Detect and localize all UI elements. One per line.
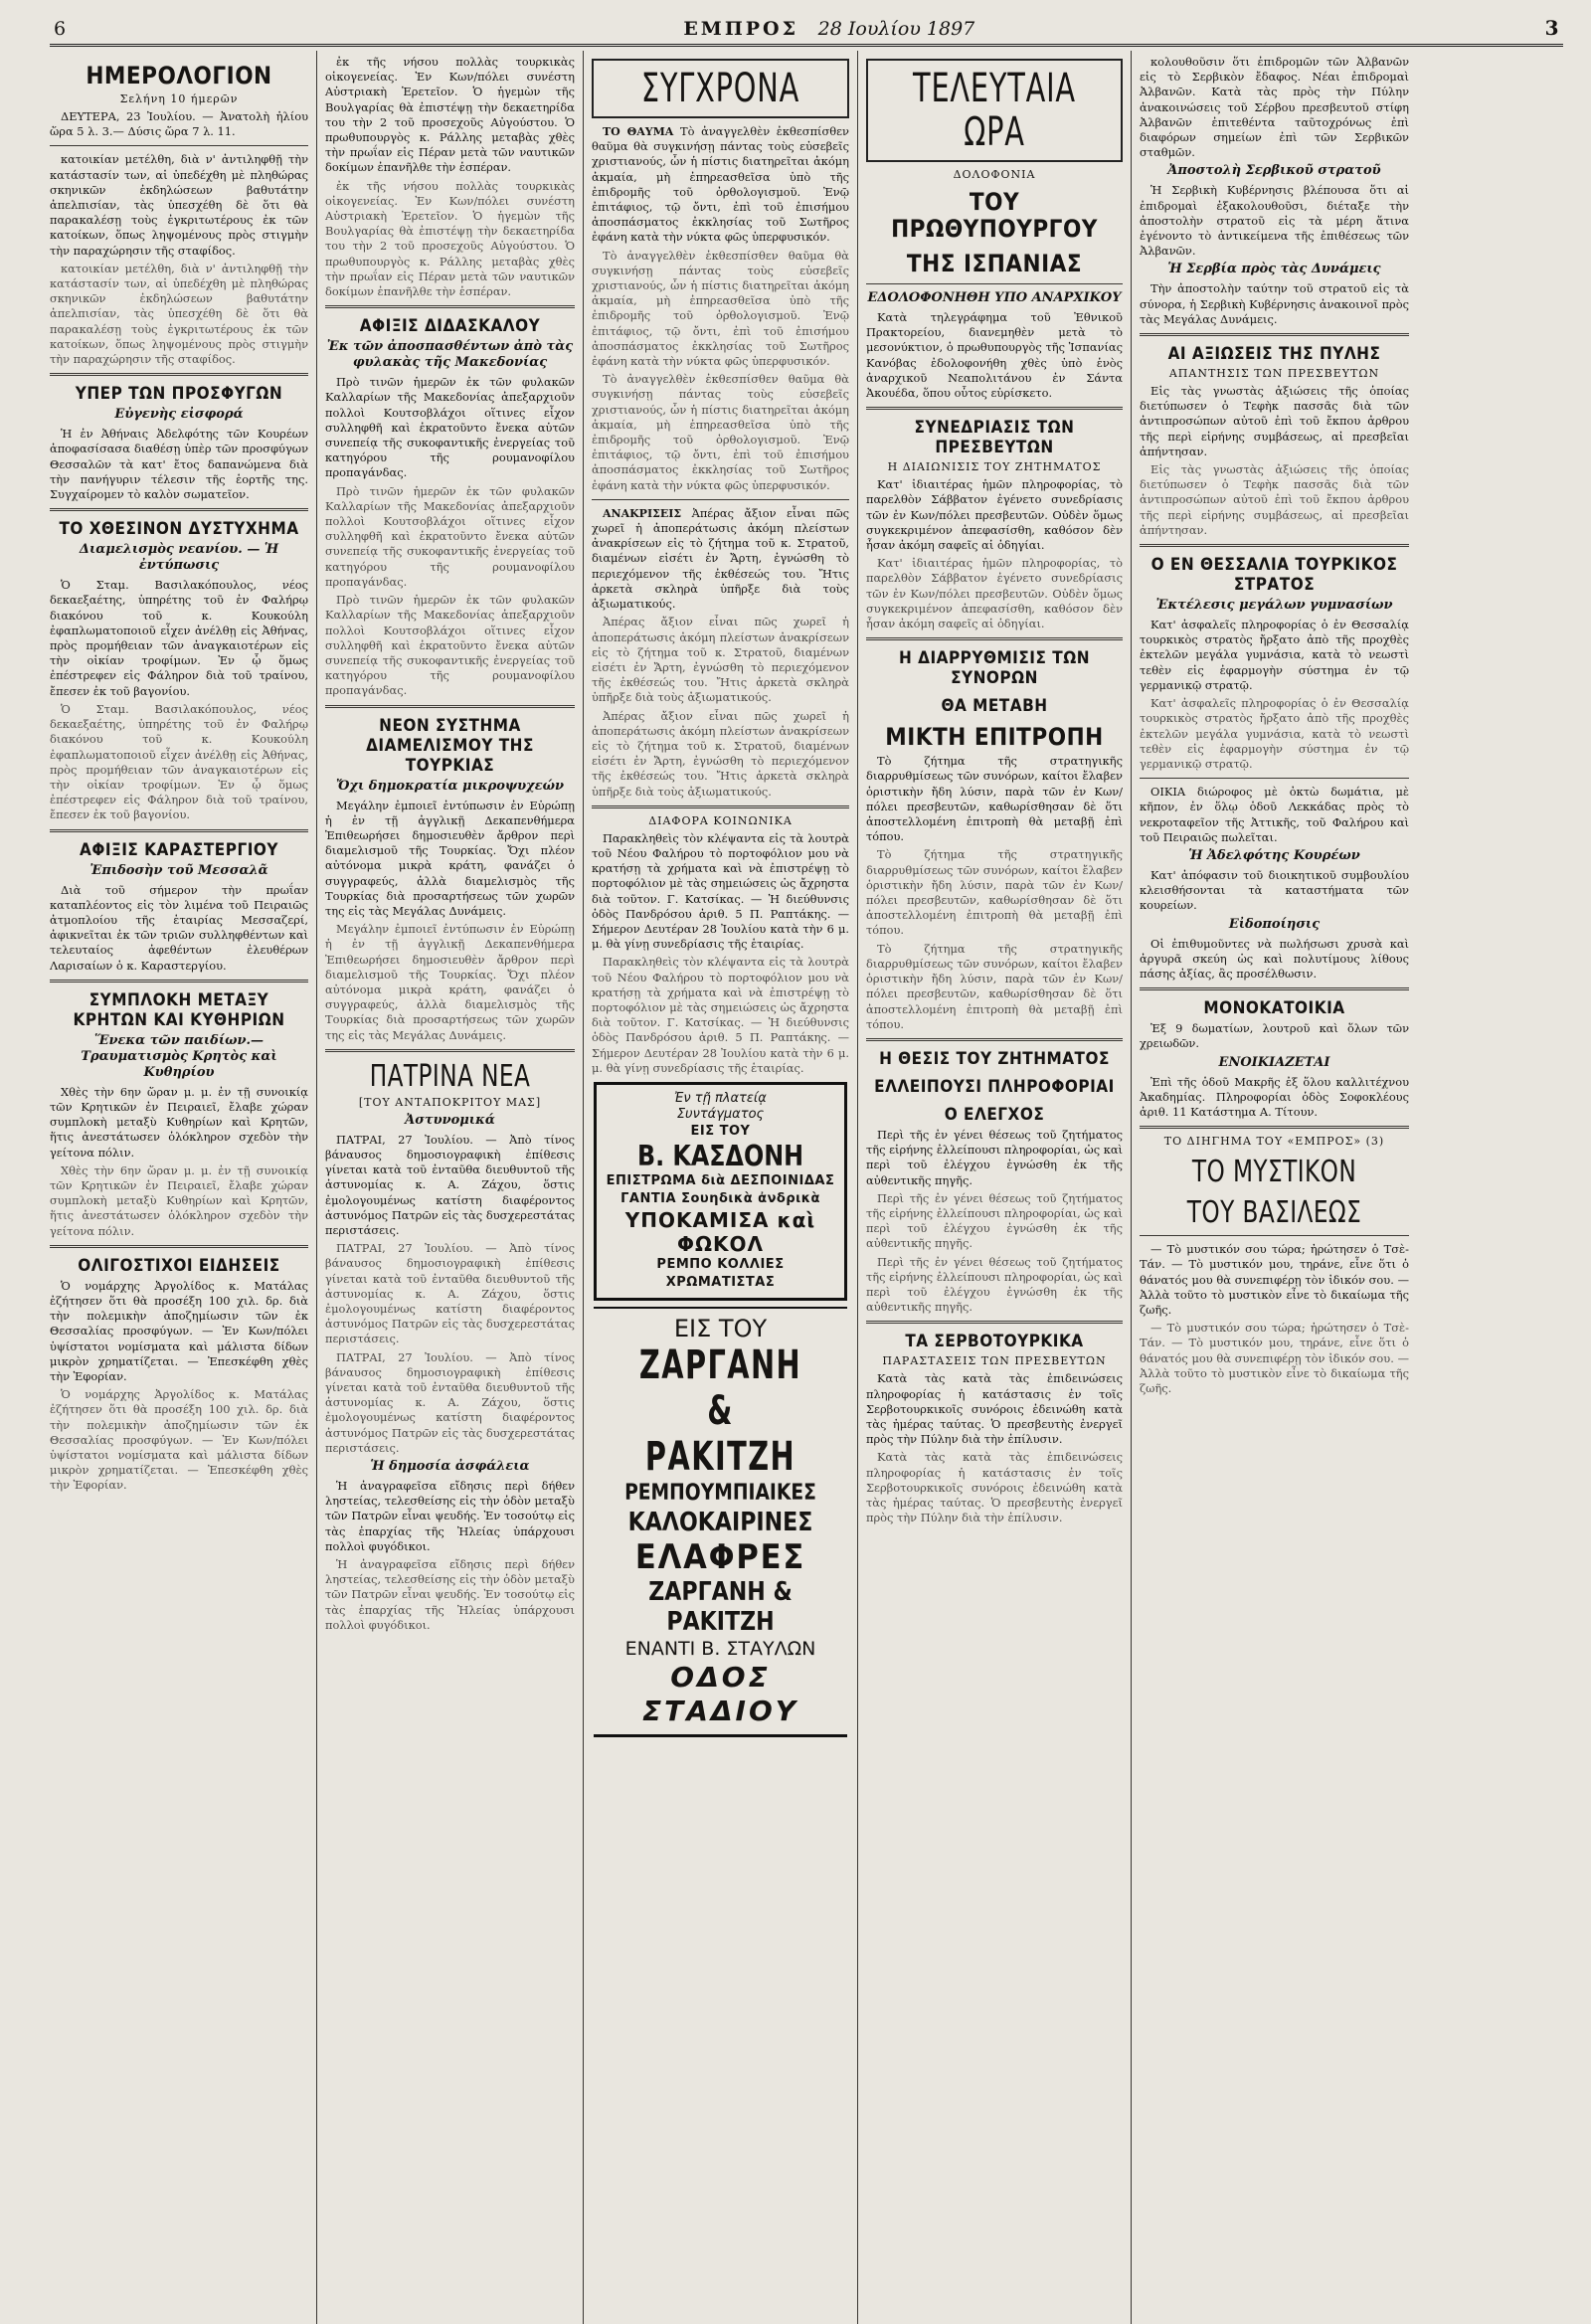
headline: ΣΥΜΠΛΟΚΗ ΜΕΤΑΞΥ ΚΡΗΤΩΝ ΚΑΙ ΚΥΘΗΡΙΩΝ bbox=[73, 989, 285, 1030]
article-text: Τὸ ἀναγγελθὲν ἐκθεσπίσθεν θαῦμα θὰ συγκινήσῃ πάντας τοὺς εὐσεβεῖς χριστιανούς, ὧν ἡ πίστις διατηρεῖται ἀκόμη ἀκμαία, μὴ ἐπηρεασθεῖσα ὑπὸ τῆς ἐπιδρομῆς τοῦ ὀρθολογισμοῦ. Ἐνῷ ἐπιτάφιος, τῷ ὄντι, ἐπὶ τοῦ ἐπισήμου ἀποσπάσματος ἐκκλησίας τοῦ Σωτῆρος ἐφάνη κατὰ τὴν νύκτα φῶς ὑπερφυσικόν. bbox=[592, 372, 849, 492]
article-text: Ἀπέρας ἄξιον εἶναι πῶς χωρεῖ ἡ ἀποπεράτωσις ἀκόμη πλείστων ἀνακρίσεων εἰς τὸ ζήτημα τοῦ κ. Στρατοῦ, διαμένων εἰσέτι ἐν Ἄρτη, ἐγνώσθη τὸ περιεχόμενον τῆς ἐκθέσεώς του. Ἤτις ἀρκετὰ σκληρὰ ὑπῆρξε διὰ τοὺς ἀξιωματικούς. bbox=[592, 505, 849, 612]
column-5 bbox=[1131, 51, 1417, 2324]
article-text: Περὶ τῆς ἐν γένει θέσεως τοῦ ζητήματος τῆς εἰρήνης ἐλλείπουσι πληροφορίαι, ὡς καὶ περὶ τοῦ ἐλέγχου ἐγνώσθη ἐκ τῆς αὐθεντικῆς πηγῆς. bbox=[866, 1190, 1123, 1251]
column-2 bbox=[316, 51, 583, 2324]
article-text: Ὁ Σταμ. Βασιλακόπουλος, νέος δεκαεξαέτης, ὑπηρέτης τοῦ ἐν Φαλήρῳ διακόνου τοῦ κ. Κουκούλη ἐφαπλωματοποιοῦ εἶχεν ἀνέλθῃ εἰς Ἀθήνας, πρὸς προμήθειαν τῶν ἀναγκαιοτέρων εἰς τὴν οἰκίαν τροφίμων. Ἐν ᾧ ὅμως ἐπέστρεφεν εἰς Φάληρον διὰ τοῦ τραίνου, ἔπεσεν ἐκ τοῦ βαγονίου. bbox=[50, 701, 308, 822]
article-text: Ἡ Σερβικὴ Κυβέρνησις βλέπουσα ὅτι αἱ ἐπιδρομαὶ ἐξακολουθοῦσι, διέταξε τὴν ἀποστολὴν στρατοῦ εἰς τὰ μέρη ἅτινα ἐγένοντο τὸ ἀντικείμενα τῆς ἐπιθέσεως τῶν Ἀλβανῶν. bbox=[1140, 183, 1409, 259]
article-text: Ὁ νομάρχης Ἀργολίδος κ. Ματάλας ἐζήτησεν ὅτι θὰ προσέξη 100 χιλ. δρ. διὰ τὴν πολεμικὴν ἀποζημίωσιν τῶν ἐκ Θεσσαλίας προσφύγων. — Ἐν Κων/πόλει ὑψίστατοι νομίσματα καὶ μάλιστα δίδων μικρὸν χρηματίζεται. — Ἐπεσκέφθη χθὲς τὴν Ἐφορίαν. bbox=[50, 1387, 308, 1493]
divider bbox=[866, 637, 1123, 640]
divider bbox=[50, 1245, 308, 1248]
classified-text: Ἐπὶ τῆς ὁδοῦ Μακρῆς ἐξ ὅλου καλλιτέχνου Ἀκαδημίας. Πληροφορίαι ὁδὸς Σοφοκλέους ἀριθ. 11 Κατάστημα Α. Τίτουν. bbox=[1140, 1074, 1409, 1119]
article-text: Τὸ ζήτημα τῆς στρατηγικῆς διαρρυθμίσεως τῶν συνόρων, καίτοι ἔλαβεν ὁριστικὴν ἤδη λύσιν, παρὰ τῶν ἐν Κων/πόλει πρεσβευτῶν, καθωρίσθησαν δὲ ὅτι ἀποστελλομένη ἐπιτροπὴ θὰ μεταβῇ ἐπὶ τόπου. bbox=[866, 847, 1123, 938]
article-text: Κατὰ τὰς κατὰ τὰς ἐπιδεινώσεις πληροφορίας ἡ κατάστασις ἐν τοῖς Σερβοτουρκικοῖς συνόροις ἐδεινώθη κατὰ τὰς ἡμέρας ταύτας. Ὁ πρεσβευτὴς ἐνεργεῖ πρὸς τὴν Πύλην διὰ τὴν ἐπίλυσιν. bbox=[866, 1450, 1123, 1525]
issue-date: 28 Ιουλίου 1897 bbox=[817, 18, 975, 40]
article-text: Ἡ ἀναγραφεῖσα εἴδησις περὶ δήθεν ληστείας, τελεσθείσης εἰς τὴν ὁδὸν μεταξὺ τῶν Πατρῶν εἶναι ψευδής. Ἐν τοσούτῳ εἰς τὰς ἐπαρχίας τῆς Ἠλείας ὑπάρχουσι πολλοὶ φυγόδικοι. bbox=[325, 1479, 575, 1553]
masthead-mark: 6 bbox=[54, 18, 67, 40]
subheadline: ΕΔΟΛΟΦΟΝΗΘΗ ΥΠΟ ΑΝΑΡΧΙΚΟΥ bbox=[867, 290, 1122, 305]
headline: ΥΠΕΡ ΤΩΝ ΠΡΟΣΦΥΓΩΝ bbox=[75, 384, 283, 405]
calendar-moon: Σελήνη 10 ήμερῶν bbox=[119, 92, 239, 105]
headline: ΕΛΛΕΙΠΟΥΣΙ ΠΛΗΡΟΦΟΡΙΑΙ bbox=[874, 1076, 1115, 1097]
divider bbox=[50, 980, 308, 983]
subheadline: Ἀποστολὴ Σερβικοῦ στρατοῦ bbox=[1167, 163, 1381, 179]
subheadline: Ἡ Σερβία πρὸς τὰς Δυνάμεις bbox=[1167, 262, 1381, 277]
headline: ΤΟΥ ΠΡΩΘΥΠΟΥΡΓΟΥ bbox=[891, 188, 1098, 243]
article-text: Κατὰ τὰς κατὰ τὰς ἐπιδεινώσεις πληροφορίας ἡ κατάστασις ἐν τοῖς Σερβοτουρκικοῖς συνόροις ἐδεινώθη κατὰ τὰς ἡμέρας ταύτας. Ὁ πρεσβευτὴς ἐνεργεῖ πρὸς τὴν Πύλην διὰ τὴν ἐπίλυσιν. bbox=[866, 1371, 1123, 1447]
story-title: ΤΟΥ ΒΑΣΙΛΕΩΣ bbox=[1186, 1195, 1362, 1231]
article-text: Πρὸ τινῶν ἡμερῶν ἐκ τῶν φυλακῶν Καλλαρίων τῆς Μακεδονίας ἀπεξαρχιοῦν πολλοὶ Κουτσοβλάχοι οἵτινες εἶχον συλληφθῆ καὶ ἐκρατοῦντο ἔνεκα αὐτῶν συνεπείᾳ τῆς συκοφαντικῆς ἐνεργείας τοῦ κατηγόρου τῆς ρουμανοφίλου προπαγάνδας. bbox=[325, 375, 575, 480]
divider bbox=[1140, 987, 1409, 990]
ad-line: ΕΙΣ ΤΟΥ bbox=[690, 1123, 751, 1139]
article-text: Περὶ τῆς ἐν γένει θέσεως τοῦ ζητήματος τῆς εἰρήνης ἐλλείπουσι πληροφορίαι, ὡς καὶ περὶ τοῦ ἐλέγχου ἐγνώσθη ἐκ τῆς αὐθεντικῆς πηγῆς. bbox=[866, 1127, 1123, 1187]
section-banner bbox=[866, 59, 1123, 162]
divider bbox=[1140, 544, 1409, 547]
ad-line: ΕΝΑΝΤΙ Β. ΣΤΑΥΛΩΝ bbox=[624, 1637, 816, 1660]
subheadline: Εἰδοποίησις bbox=[1228, 916, 1321, 932]
divider bbox=[50, 508, 308, 511]
article-text: Τὸ ἀναγγελθὲν ἐκθεσπίσθεν θαῦμα θὰ συγκινήσῃ πάντας τοὺς εὐσεβεῖς χριστιανούς, ὧν ἡ πίστις διατηρεῖται ἀκόμη ἀκμαία, μὴ ἐπηρεασθεῖσα ὑπὸ τῆς ἐπιδρομῆς τοῦ ὀρθολογισμοῦ. Ἐνῷ ἐπιτάφιος, τῷ ὄντι, ἐπὶ τοῦ ἐπισήμου ἀποσπάσματος ἐκκλησίας τοῦ Σωτῆρος ἐφάνη κατὰ τὴν νύκτα φῶς ὑπερφυσικόν. bbox=[592, 124, 849, 245]
item-label: ΤΟ ΘΑΥΜΑ bbox=[603, 125, 674, 138]
story-title: ΤΟ ΜΥΣΤΙΚΟΝ bbox=[1191, 1155, 1357, 1190]
divider bbox=[866, 407, 1123, 410]
article-text: Πρὸ τινῶν ἡμερῶν ἐκ τῶν φυλακῶν Καλλαρίων τῆς Μακεδονίας ἀπεξαρχιοῦν πολλοὶ Κουτσοβλάχοι οἵτινες εἶχον συλληφθῆ καὶ ἐκρατοῦντο ἔνεκα αὐτῶν συνεπείᾳ τῆς συκοφαντικῆς ἐνεργείας τοῦ κατηγόρου τῆς ρουμανοφίλου προπαγάνδας. bbox=[325, 593, 575, 698]
article-text: Κατ' ἰδιαιτέρας ἡμῶν πληροφορίας, τὸ παρελθὸν Σάββατον ἐγένετο συνεδρίασις τῶν ἐν Κων/πόλει πρεσβευτῶν. Οὐδὲν ὅμως συγκεκριμένον ἀπεφασίσθη, καθόσον δὲν ἦσαν ἀκόμη σαφεῖς αἱ ὁδηγίαι. bbox=[866, 556, 1123, 631]
article-text: Τὸ ζήτημα τῆς στρατηγικῆς διαρρυθμίσεως τῶν συνόρων, καίτοι ἔλαβεν ὁριστικὴν ἤδη λύσιν, παρὰ τῶν ἐν Κων/πόλει πρεσβευτῶν, καθωρίσθησαν δὲ ὅτι ἀποστελλομένη ἐπιτροπὴ θὰ μεταβῇ ἐπὶ τόπου. bbox=[866, 941, 1123, 1031]
headline: ΜΟΝΟΚΑΤΟΙΚΙΑ bbox=[1203, 998, 1345, 1019]
divider bbox=[325, 1049, 575, 1052]
headline: ΘΑ ΜΕΤΑΒΗ bbox=[941, 696, 1048, 717]
divider bbox=[1140, 1126, 1409, 1129]
kasdoni-advertisement bbox=[594, 1082, 847, 1301]
article-text: Κατ' ἀσφαλεῖς πληροφορίας ὁ ἐν Θεσσαλίᾳ τουρκικὸς στρατὸς ἤρξατο ἀπὸ τῆς προχθὲς ἐκτελῶν μεγάλα γυμνάσια, κατὰ τὸ νεωστὶ τεθὲν εἰς ἐφαρμογὴν σύστημα ἐν τῷ γερμανικῷ στρατῷ. bbox=[1140, 618, 1409, 692]
article-text: Διὰ τοῦ σήμερον τὴν πρωΐαν καταπλέοντος εἰς τὸν λιμένα τοῦ Πειραιῶς ἀτμοπλοίου τῆς ἑταιρίας Μεσσαζερί, ἀφικνεῖται ἐκ τῶν τριῶν συλληφθέντων καὶ τελευταίος ἀφεθέντων ἐλευθέρων Λαρισαίων ὁ κ. Καραστεργίου. bbox=[50, 882, 308, 973]
divider bbox=[592, 499, 849, 500]
article-text: Τὸ ζήτημα τῆς στρατηγικῆς διαρρυθμίσεως τῶν συνόρων, καίτοι ἔλαβεν ὁριστικὴν ἤδη λύσιν, παρὰ τῶν ἐν Κων/πόλει πρεσβευτῶν, καθωρίσθησαν δὲ ὅτι ἀποστελλομένη ἐπιτροπὴ θὰ μεταβῇ ἐπὶ τόπου. bbox=[866, 754, 1123, 844]
article-text: — Τὸ μυστικόν σου τώρα; ἠρώτησεν ὁ Τσὲ-Τάν. — Τὸ μυστικόν μου, τηράνε, εἶνε ὅτι ὁ θάνατός μου θὰ συνεπιφέρῃ τὸν ἰδικόν σου. — Ἀλλὰ τοῦτο τὸ μυστικὸν εἶνε τὸ δικαίωμα τῆς ζωῆς. bbox=[1140, 1321, 1409, 1395]
subheadline: Ἐπιδοσὴν τοῦ Μεσσαλᾶ bbox=[89, 862, 268, 878]
subheadline: ΠΑΡΑΣΤΑΣΕΙΣ ΤΩΝ ΠΡΕΣΒΕΥΤΩΝ bbox=[882, 1354, 1107, 1368]
divider bbox=[866, 283, 1123, 284]
zargani-rakitzi-advertisement bbox=[594, 1307, 847, 1737]
section-label: ΔΙΑΦΟΡΑ ΚΟΙΝΩΝΙΚΑ bbox=[648, 813, 793, 827]
article-text: κολουθοῦσιν ὅτι ἐπιδρομῶν τῶν Ἀλβανῶν εἰς τὸ Σερβικὸν ἔδαφος. Νέαι ἐπιδρομαὶ Ἀλβανῶν. Κατὰ τὰς πρὸς τὴν Πύλην ἀνακοινώσεις τοῦ Σέρβου πρεσβευτοῦ στίφη Ἀλβανῶν ἐπιτεθέντα ταῦτοχρόνως ἐπὶ διαφόρων σημείων ἐπὶ τῶν Σερβικῶν σταθμῶν. bbox=[1140, 55, 1409, 160]
headline: ΤΑ ΣΕΡΒΟΤΟΥΡΚΙΚΑ bbox=[905, 1332, 1084, 1352]
classified-text: ΟΙΚΙΑ διώροφος μὲ ὀκτὼ δωμάτια, μὲ κῆπον, ἐν ὅλῳ ὁδοῦ Λεκκάδας πρὸς τὸ νεκροταφεῖον τῆς Ἀττικῆς, τοῦ Φαλήρου καὶ τοῦ Πειραιῶς πωλεῖται. bbox=[1140, 785, 1409, 844]
ad-line: ΡΕΜΠΟ ΚΟΛΛΙΕΣ ΧΡΩΜΑΤΙΣΤΑΣ bbox=[656, 1256, 785, 1290]
divider bbox=[50, 145, 308, 146]
article-text: Τὸ ἀναγγελθὲν ἐκθεσπίσθεν θαῦμα θὰ συγκινήσῃ πάντας τοὺς εὐσεβεῖς χριστιανούς, ὧν ἡ πίστις διατηρεῖται ἀκόμη ἀκμαία, μὴ ἐπηρεασθεῖσα ὑπὸ τῆς ἐπιδρομῆς τοῦ ὀρθολογισμοῦ. Ἐνῷ ἐπιτάφιος, τῷ ὄντι, ἐπὶ τοῦ ἐπισήμου ἀποσπάσματος ἐκκλησίας τοῦ Σωτῆρος ἐφάνη κατὰ τὴν νύκτα φῶς ὑπερφυσικόν. bbox=[592, 248, 849, 369]
ad-line: Ἐν τῇ πλατείᾳ bbox=[674, 1090, 767, 1106]
divider bbox=[50, 373, 308, 376]
divider bbox=[50, 829, 308, 832]
divider bbox=[325, 305, 575, 308]
divider bbox=[866, 1038, 1123, 1041]
ad-line: Β. ΚΑΣΔΟΝΗ bbox=[636, 1139, 804, 1172]
divider bbox=[1140, 778, 1409, 779]
right-margin bbox=[1417, 51, 1563, 2324]
subheadline: Ὄχι δημοκρατία μικροψυχεών bbox=[335, 778, 565, 794]
article-text: Μεγάλην ἐμποιεῖ ἐντύπωσιν ἐν Εὐρώπῃ ἡ ἐν τῇ ἀγγλικῇ Δεκαπενθήμερα Ἐπιθεωρήσει δημοσιευθὲν ἄρθρον περὶ διαμελισμοῦ τῆς Τουρκίας. Ὄχι πλέον αὐτόνομα μικρὰ κράτη, φανάζει ὁ συγγραφεύς, ἀλλὰ διαμελισμὸς τῆς Τουρκίας διὰ προσαρτήσεως τῶν χωρῶν της εἰς τὰς Μεγάλας Δυνάμεις. bbox=[325, 798, 575, 918]
ad-line: ΕΙΣ ΤΟΥ bbox=[673, 1314, 768, 1342]
article-text: Εἰς τὰς γνωστὰς ἀξιώσεις τῆς ὁποίας διετύπωσεν ὁ Τεφὴκ πασσᾶς διὰ τῶν ἀντιπροσώπων αὐτοῦ ἐπὶ τοῦ ἔκπου ἀρθρου τῆς περὶ εἰρήνης συμβάσεως, αἱ πρεσβεῖαι ἀπήντησαν. bbox=[1140, 462, 1409, 537]
section-title: ΤΕΛΕΥΤΑΙΑ ΩΡΑ bbox=[913, 66, 1076, 155]
headline: ΠΑΤΡΙΝΑ ΝΕΑ bbox=[369, 1058, 531, 1094]
article-text: Ἀπέρας ἄξιον εἶναι πῶς χωρεῖ ἡ ἀποπεράτωσις ἀκόμη πλείστων ἀνακρίσεων εἰς τὸ ζήτημα τοῦ κ. Στρατοῦ, διαμένων εἰσέτι ἐν Ἄρτη, ἐγνώσθη τὸ περιεχόμενον τῆς ἐκθέσεώς του. Ἤτις ἀρκετὰ σκληρὰ ὑπῆρξε διὰ τοὺς ἀξιωματικούς. bbox=[592, 615, 849, 705]
article-text: κατοικίαν μετέλθη, διὰ ν' ἀντιληφθῇ τὴν κατάστασίν των, αἱ ὑπεδέχθη μὲ πληθώρας σκηνικῶν ἐκδηλώσεων βαθυτάτην ἀπελπισίαν, τὰς ὑπεσχέθη δὲ ὅτι θὰ παρακαλέσῃ τοὺς ἐγκριτωτέρους ἐκ τῶν κατοίκων, ὅπως ληψομένους πρὸς στιγμὴν τὴν παραχώρησιν τῆς σταφίδος. bbox=[50, 261, 308, 367]
kicker: ΔΟΛΟΦΟΝΙΑ bbox=[953, 168, 1036, 181]
classified-text: Ἐξ 9 δωματίων, λουτροῦ καὶ ὅλων τῶν χρειωδῶν. bbox=[1140, 1021, 1409, 1051]
article-text: Παρακληθεὶς τὸν κλέψαντα εἰς τὰ λουτρὰ τοῦ Νέου Φαλήρου τὸ πορτοφόλιον μου νὰ κρατήσῃ τὰ χρήματα καὶ νὰ ἐπιστρέψῃ τὸ πορτοφόλιον μὲ τὰς σημειώσεις ὡς ἄχρηστα διὰ τοῦτον. Γ. Κατσίκας. — Ἡ διεύθυνσις ὁδὸς Πανδρόσου ἀριθ. 5 Π. Ραπτάκης. — Σήμερον Δευτέραν 28 Ἰουλίου κατὰ τὴν 6 μ. μ. θὰ γίνῃ συνεδρίασις τῆς ἑταιρίας. bbox=[592, 830, 849, 952]
headline: ΑΙ ΑΞΙΩΣΕΙΣ ΤΗΣ ΠΥΛΗΣ bbox=[1167, 344, 1381, 365]
headline: ΝΕΟΝ ΣΥΣΤΗΜΑ ΔΙΑΜΕΛΙΣΜΟΥ ΤΗΣ ΤΟΥΡΚΙΑΣ bbox=[366, 715, 534, 776]
subheadline: Ἡ δημοσία ἀσφάλεια bbox=[370, 1459, 530, 1475]
ad-line: ΟΔΟΣ ΣΤΑΔΙΟΥ bbox=[641, 1660, 799, 1727]
headline: ΟΛΙΓΟΣΤΙΧΟΙ ΕΙΔΗΣΕΙΣ bbox=[78, 1255, 280, 1276]
item-label: ΑΝΑΚΡΙΣΕΙΣ bbox=[603, 506, 682, 520]
calendar-sun: ΔΕΥΤΕΡΑ, 23 Ἰουλίου. — Ἀνατολὴ ἡλίου ὥρα 5 λ. 3.— Δύσις ὥρα 7 λ. 11. bbox=[50, 109, 308, 139]
article-text: ἐκ τῆς νήσου πολλὰς τουρκικὰς οἰκογενείας. Ἐν Κων/πόλει συνέστη Αὐστριακὴ Ἐρετεῖον. Ὁ ἡγεμὼν τῆς Βουλγαρίας θὰ ἐπιστέψῃ τὴν δεκαετηρίδα του τὴν 2 τοῦ προσεχοῦς Αὐγούστου. Ὁ πρωθυπουργὸς κ. Ράλλης μεταβὰς χθὲς τὴν πρωΐαν εἰς Πέραν μετὰ τῶν ναυτικῶν δοκίμων ἐπανῆλθε τὴν ἑσπέραν. bbox=[325, 55, 575, 175]
section-banner bbox=[592, 59, 849, 118]
article-text: κατοικίαν μετέλθη, διὰ ν' ἀντιληφθῇ τὴν κατάστασίν των, αἱ ὑπεδέχθη μὲ πληθώρας σκηνικῶν ἐκδηλώσεων βαθυτάτην ἀπελπισίαν, τὰς ὑπεσχέθη δὲ ὅτι θὰ παρακαλέσῃ τοὺς ἐγκριτωτέρους ἐκ τῶν κατοίκων, ὅπως ληψομένους πρὸς στιγμὴν τὴν παραχώρησιν τῆς σταφίδος. bbox=[50, 152, 308, 258]
article-text: Κατ' ἀσφαλεῖς πληροφορίας ὁ ἐν Θεσσαλίᾳ τουρκικὸς στρατὸς ἤρξατο ἀπὸ τῆς προχθὲς ἐκτελῶν μεγάλα γυμνάσια, κατὰ τὸ νεωστὶ τεθὲν εἰς ἐφαρμογὴν σύστημα ἐν τῷ γερμανικῷ στρατῷ. bbox=[1140, 696, 1409, 771]
headline: Η ΔΙΑΡΡΥΘΜΙΣΙΣ ΤΩΝ ΣΥΝΟΡΩΝ bbox=[898, 648, 1090, 689]
subheadline: Ἐκ τῶν ἀποσπασθέντων ἀπὸ τὰς φυλακὰς τῆς Μακεδονίας bbox=[326, 339, 574, 371]
headline: ΜΙΚΤΗ ΕΠΙΤΡΟΠΗ bbox=[885, 723, 1104, 752]
masthead-title bbox=[683, 18, 974, 40]
ad-line: ΕΛΑΦΡΕΣ bbox=[634, 1536, 806, 1577]
ad-line: ΖΑΡΓΑΝΗ & ΡΑΚΙΤΖΗ bbox=[638, 1341, 802, 1480]
article-text: ἐκ τῆς νήσου πολλὰς τουρκικὰς οἰκογενείας. Ἐν Κων/πόλει συνέστη Αὐστριακὴ Ἐρετεῖον. Ὁ ἡγεμὼν τῆς Βουλγαρίας θὰ ἐπιστέψῃ τὴν δεκαετηρίδα του τὴν 2 τοῦ προσεχοῦς Αὐγούστου. Ὁ πρωθυπουργὸς κ. Ράλλης μεταβὰς χθὲς τὴν πρωΐαν εἰς Πέραν μετὰ τῶν ναυτικῶν δοκίμων ἐπανῆλθε τὴν ἑσπέραν. bbox=[325, 178, 575, 299]
ad-line: ΚΑΛΟΚΑΙΡΙΝΕΣ bbox=[627, 1507, 813, 1537]
section-title: ΣΥΓΧΡΟΝΑ bbox=[640, 66, 800, 111]
ad-line: ΡΕΜΠΟΥΜΠΙΑΙΚΕΣ bbox=[624, 1480, 816, 1506]
newspaper-name: ΕΜΠΡΟΣ bbox=[683, 18, 799, 40]
column-4 bbox=[857, 51, 1131, 2324]
headline: ΣΥΝΕΔΡΙΑΣΙΣ ΤΩΝ ΠΡΕΣΒΕΥΤΩΝ bbox=[914, 418, 1075, 458]
calendar-heading: ΗΜΕΡΟΛΟΓΙΟΝ bbox=[86, 62, 272, 89]
correspondent-line: [ΤΟΥ ΑΝΤΑΠΟΚΡΙΤΟΥ ΜΑΣ] bbox=[358, 1095, 542, 1109]
article-text: Χθὲς τὴν 6ην ὥραν μ. μ. ἐν τῇ συνοικίᾳ τῶν Κρητικῶν ἐν Πειραιεῖ, ἔλαβε χώραν συμπλοκὴ μεταξὺ Κυθηρίων καὶ Κρητῶν, ἥτις ἀνεστάτωσεν ὁλόκληρον σχεδὸν τὴν γείτονα πόλιν. bbox=[50, 1162, 308, 1238]
article-text: Ὁ Σταμ. Βασιλακόπουλος, νέος δεκαεξαέτης, ὑπηρέτης τοῦ ἐν Φαλήρῳ διακόνου τοῦ κ. Κουκούλη ἐφαπλωματοποιοῦ εἶχεν ἀνέλθῃ εἰς Ἀθήνας, πρὸς προμήθειαν τῶν ἀναγκαιοτέρων εἰς τὴν οἰκίαν τροφίμων. Ἐν ᾧ ὅμως ἐπέστρεφεν εἰς Φάληρον διὰ τοῦ τραίνου, ἔπεσεν ἐκ τοῦ βαγονίου. bbox=[50, 578, 308, 698]
article-text: Ἡ ἐν Ἀθήναις Ἀδελφότης τῶν Κουρέων ἀποφασίσασα διαθέσῃ ὑπὲρ τῶν προσφύγων Θεσσαλῶν τὰ κατ' ἔτος δαπανώμενα διὰ τὴν πανήγυριν τέλεσιν τῆς ἑορτῆς της. Συγχαίρομεν τὸ καλὸν σωματεῖον. bbox=[50, 427, 308, 502]
article-text: Κατὰ τηλεγράφημα τοῦ Ἐθνικοῦ Πρακτορείου, διανεμηθὲν μετὰ τὸ μεσονύκτιον, ὁ πρωθυπουργὸς τῆς Ἱσπανίας Κανόβας ἐδολοφονήθη χθὲς ὑπὸ ἑνὸς ἀναρχικοῦ Νεαπολιτάνου ἐν Σάντα Ἀκουέδα, ὅπου οὗτος εὑρίσκετο. bbox=[866, 310, 1123, 401]
headline: ΑΦΙΞΙΣ ΔΙΔΑΣΚΑΛΟΥ bbox=[359, 316, 541, 337]
headline: Η ΘΕΣΙΣ ΤΟΥ ΖΗΤΗΜΑΤΟΣ bbox=[879, 1048, 1110, 1069]
subheadline: Εὐγενὴς εἰσφορά bbox=[114, 407, 244, 423]
divider bbox=[325, 705, 575, 708]
headline: ΤΟ ΧΘΕΣΙΝΟΝ ΔΥΣΤΥΧΗΜΑ bbox=[59, 519, 299, 540]
article-text: — Τὸ μυστικόν σου τώρα; ἠρώτησεν ὁ Τσὲ-Τάν. — Τὸ μυστικόν μου, τηράνε, εἶνε ὅτι ὁ θάνατός μου θὰ συνεπιφέρῃ τὸν ἰδικόν σου. — Ἀλλὰ τοῦτο τὸ μυστικὸν εἶνε τὸ δικαίωμα τῆς ζωῆς. bbox=[1140, 1242, 1409, 1317]
subheadline: Ἕνεκα τῶν παιδίων.— Τραυματισμὸς Κρητὸς καὶ Κυθηρίου bbox=[81, 1032, 277, 1080]
serial-label: ΤΟ ΔΙΗΓΗΜΑ ΤΟΥ «ΕΜΠΡΟΣ» (3) bbox=[1163, 1135, 1385, 1149]
ad-line: Συντάγματος bbox=[676, 1106, 765, 1122]
classified-text: Οἱ ἐπιθυμοῦντες νὰ πωλήσωσι χρυσὰ καὶ ἀργυρᾶ σκεύη ὡς καὶ πολυτίμους λίθους πάσης ἀξίας, ἂς προσέλθωσιν. bbox=[1140, 936, 1409, 981]
article-text: Παρακληθεὶς τὸν κλέψαντα εἰς τὰ λουτρὰ τοῦ Νέου Φαλήρου τὸ πορτοφόλιον μου νὰ κρατήσῃ τὰ χρήματα καὶ νὰ ἐπιστρέψῃ τὸ πορτοφόλιον μὲ τὰς σημειώσεις ὡς ἄχρηστα διὰ τοῦτον. Γ. Κατσίκας. — Ἡ διεύθυνσις ὁδὸς Πανδρόσου ἀριθ. 5 Π. Ραπτάκης. — Σήμερον Δευτέραν 28 Ἰουλίου κατὰ τὴν 6 μ. μ. θὰ γίνῃ συνεδρίασις τῆς ἑταιρίας. bbox=[592, 955, 849, 1075]
ad-line: ΕΠΙΣΤΡΩΜΑ διὰ ΔΕΣΠΟΙΝΙΔΑΣ bbox=[606, 1172, 835, 1188]
article-text: Μεγάλην ἐμποιεῖ ἐντύπωσιν ἐν Εὐρώπῃ ἡ ἐν τῇ ἀγγλικῇ Δεκαπενθήμερα Ἐπιθεωρήσει δημοσιευθὲν ἄρθρον περὶ διαμελισμοῦ τῆς Τουρκίας. Ὄχι πλέον αὐτόνομα μικρὰ κράτη, φανάζει ὁ συγγραφεύς, ἀλλὰ διαμελισμὸς τῆς Τουρκίας διὰ προσαρτήσεως τῶν χωρῶν της εἰς τὰς Μεγάλας Δυνάμεις. bbox=[325, 922, 575, 1042]
subheadline: Ἀστυνομικά bbox=[405, 1112, 495, 1128]
subheadline: ΑΠΑΝΤΗΣΙΣ ΤΩΝ ΠΡΕΣΒΕΥΤΩΝ bbox=[1168, 367, 1380, 381]
divider bbox=[1140, 1235, 1409, 1236]
ad-line: ΓΑΝΤΙΑ Σουηδικὰ ἀνδρικὰ bbox=[620, 1190, 820, 1206]
subheadline: Ἐκτέλεσις μεγάλων γυμνασίων bbox=[1155, 598, 1393, 614]
article-text: Πρὸ τινῶν ἡμερῶν ἐκ τῶν φυλακῶν Καλλαρίων τῆς Μακεδονίας ἀπεξαρχιοῦν πολλοὶ Κουτσοβλάχοι οἵτινες εἶχον συλληφθῆ καὶ ἐκρατοῦντο ἔνεκα αὐτῶν συνεπείᾳ τῆς συκοφαντικῆς ἐνεργείας τοῦ κατηγόρου τῆς ρουμανοφίλου προπαγάνδας. bbox=[325, 483, 575, 589]
divider bbox=[592, 805, 849, 808]
article-text: Ὁ νομάρχης Ἀργολίδος κ. Ματάλας ἐζήτησεν ὅτι θὰ προσέξη 100 χιλ. δρ. διὰ τὴν πολεμικὴν ἀποζημίωσιν τῶν ἐκ Θεσσαλίας προσφύγων. — Ἐν Κων/πόλει ὑψίστατοι νομίσματα καὶ μάλιστα δίδων μικρὸν χρηματίζεται. — Ἐπεσκέφθη χθὲς τὴν Ἐφορίαν. bbox=[50, 1278, 308, 1383]
page-number: 3 bbox=[1544, 16, 1559, 40]
article-text: Τὴν ἀποστολὴν ταύτην τοῦ στρατοῦ εἰς τὰ σύνορα, ἡ Σερβικὴ Κυβέρνησις ἀνακοινοῖ πρὸς τὰς Μεγάλας Δυνάμεις. bbox=[1140, 281, 1409, 326]
divider bbox=[1140, 333, 1409, 336]
article-text: Εἰς τὰς γνωστὰς ἀξιώσεις τῆς ὁποίας διετύπωσεν ὁ Τεφὴκ πασσᾶς διὰ τῶν ἀντιπροσώπων αὐτοῦ ἐπὶ τοῦ ἔκπου ἀρθρου τῆς περὶ εἰρήνης συμβάσεως, αἱ πρεσβεῖαι ἀπήντησαν. bbox=[1140, 384, 1409, 458]
column-1 bbox=[50, 51, 316, 2324]
article-text: ΠΑΤΡΑΙ, 27 Ἰουλίου. — Ἀπὸ τίνος βάναυσος δημοσιογραφικὴ ἐπίθεσις γίνεται κατὰ τοῦ ἐνταῦθα διευθυντοῦ τῆς ἀστυνομίας κ. Α. Ζάχου, ὅστις ἐμολογουμένως κατίστη διαφέροντος ἀστυνόμος Πατρῶν εἰς τὰς δυσχερεστάτας περιστάσεις. bbox=[325, 1349, 575, 1455]
article-text: Περὶ τῆς ἐν γένει θέσεως τοῦ ζητήματος τῆς εἰρήνης ἐλλείπουσι πληροφορίαι, ὡς καὶ περὶ τοῦ ἐλέγχου ἐγνώσθη ἐκ τῆς αὐθεντικῆς πηγῆς. bbox=[866, 1254, 1123, 1315]
divider bbox=[866, 1321, 1123, 1324]
headline: Ο ΕΝ ΘΕΣΣΑΛΙΑ ΤΟΥΡΚΙΚΟΣ ΣΤΡΑΤΟΣ bbox=[1150, 555, 1398, 596]
headline: Ο ΕΛΕΓΧΟΣ bbox=[944, 1104, 1045, 1125]
ad-line: ΥΠΟΚΑΜΙΣΑ καὶ ΦΩΚΟΛ bbox=[624, 1207, 816, 1256]
article-text: ΠΑΤΡΑΙ, 27 Ἰουλίου. — Ἀπὸ τίνος βάναυσος δημοσιογραφικὴ ἐπίθεσις γίνεται κατὰ τοῦ ἐνταῦθα διευθυντοῦ τῆς ἀστυνομίας κ. Α. Ζάχου, ὅστις ἐμολογουμένως κατίστη διαφέροντος ἀστυνόμος Πατρῶν εἰς τὰς δυσχερεστάτας περιστάσεις. bbox=[325, 1132, 575, 1237]
headline: ΤΗΣ ΙΣΠΑΝΙΑΣ bbox=[906, 250, 1083, 277]
article-text: Κατ' ἰδιαιτέρας ἡμῶν πληροφορίας, τὸ παρελθὸν Σάββατον ἐγένετο συνεδρίασις τῶν ἐν Κων/πόλει πρεσβευτῶν. Οὐδὲν ὅμως συγκεκριμένον ἀπεφασίσθη, καθόσον δὲν ἦσαν ἀκόμη σαφεῖς αἱ ὁδηγίαι. bbox=[866, 477, 1123, 553]
classified-text: Κατ' ἀπόφασιν τοῦ διοικητικοῦ συμβουλίου κλεισθήσονται τὰ καταστήματα τῶν κουρείων. bbox=[1140, 867, 1409, 913]
masthead bbox=[50, 0, 1563, 47]
article-text: Χθὲς τὴν 6ην ὥραν μ. μ. ἐν τῇ συνοικίᾳ τῶν Κρητικῶν ἐν Πειραιεῖ, ἔλαβε χώραν συμπλοκὴ μεταξὺ Κυθηρίων καὶ Κρητῶν, ἥτις ἀνεστάτωσεν ὁλόκληρον σχεδὸν τὴν γείτονα πόλιν. bbox=[50, 1084, 308, 1160]
subheadline: Διαμελισμὸς νεανίου. — Ἡ ἐντύπωσις bbox=[79, 542, 279, 574]
column-3 bbox=[583, 51, 857, 2324]
headline: ΑΦΙΞΙΣ ΚΑΡΑΣΤΕΡΓΙΟΥ bbox=[80, 839, 278, 860]
subheadline: Ἡ Ἀδελφότης Κουρέων bbox=[1188, 847, 1360, 863]
subheadline: Η ΔΙΑΙΩΝΙΣΙΣ ΤΟΥ ΖΗΤΗΜΑΤΟΣ bbox=[887, 460, 1102, 474]
columns bbox=[50, 51, 1563, 2324]
subheadline: ΕΝΟΙΚΙΑΖΕΤΑΙ bbox=[1218, 1054, 1330, 1070]
article-text: Ἀπέρας ἄξιον εἶναι πῶς χωρεῖ ἡ ἀποπεράτωσις ἀκόμη πλείστων ἀνακρίσεων εἰς τὸ ζήτημα τοῦ κ. Στρατοῦ, διαμένων εἰσέτι ἐν Ἄρτη, ἐγνώσθη τὸ περιεχόμενον τῆς ἐκθέσεώς του. Ἤτις ἀρκετὰ σκληρὰ ὑπῆρξε διὰ τοὺς ἀξιωματικούς. bbox=[592, 708, 849, 799]
ad-line: ΖΑΡΓΑΝΗ & ΡΑΚΙΤΖΗ bbox=[648, 1576, 793, 1637]
article-text: ΠΑΤΡΑΙ, 27 Ἰουλίου. — Ἀπὸ τίνος βάναυσος δημοσιογραφικὴ ἐπίθεσις γίνεται κατὰ τοῦ ἐνταῦθα διευθυντοῦ τῆς ἀστυνομίας κ. Α. Ζάχου, ὅστις ἐμολογουμένως κατίστη διαφέροντος ἀστυνόμος Πατρῶν εἰς τὰς δυσχερεστάτας περιστάσεις. bbox=[325, 1241, 575, 1346]
article-text: Ἡ ἀναγραφεῖσα εἴδησις περὶ δήθεν ληστείας, τελεσθείσης εἰς τὴν ὁδὸν μεταξὺ τῶν Πατρῶν εἶναι ψευδής. Ἐν τοσούτῳ εἰς τὰς ἐπαρχίας τῆς Ἠλείας ὑπάρχουσι πολλοὶ φυγόδικοι. bbox=[325, 1557, 575, 1632]
